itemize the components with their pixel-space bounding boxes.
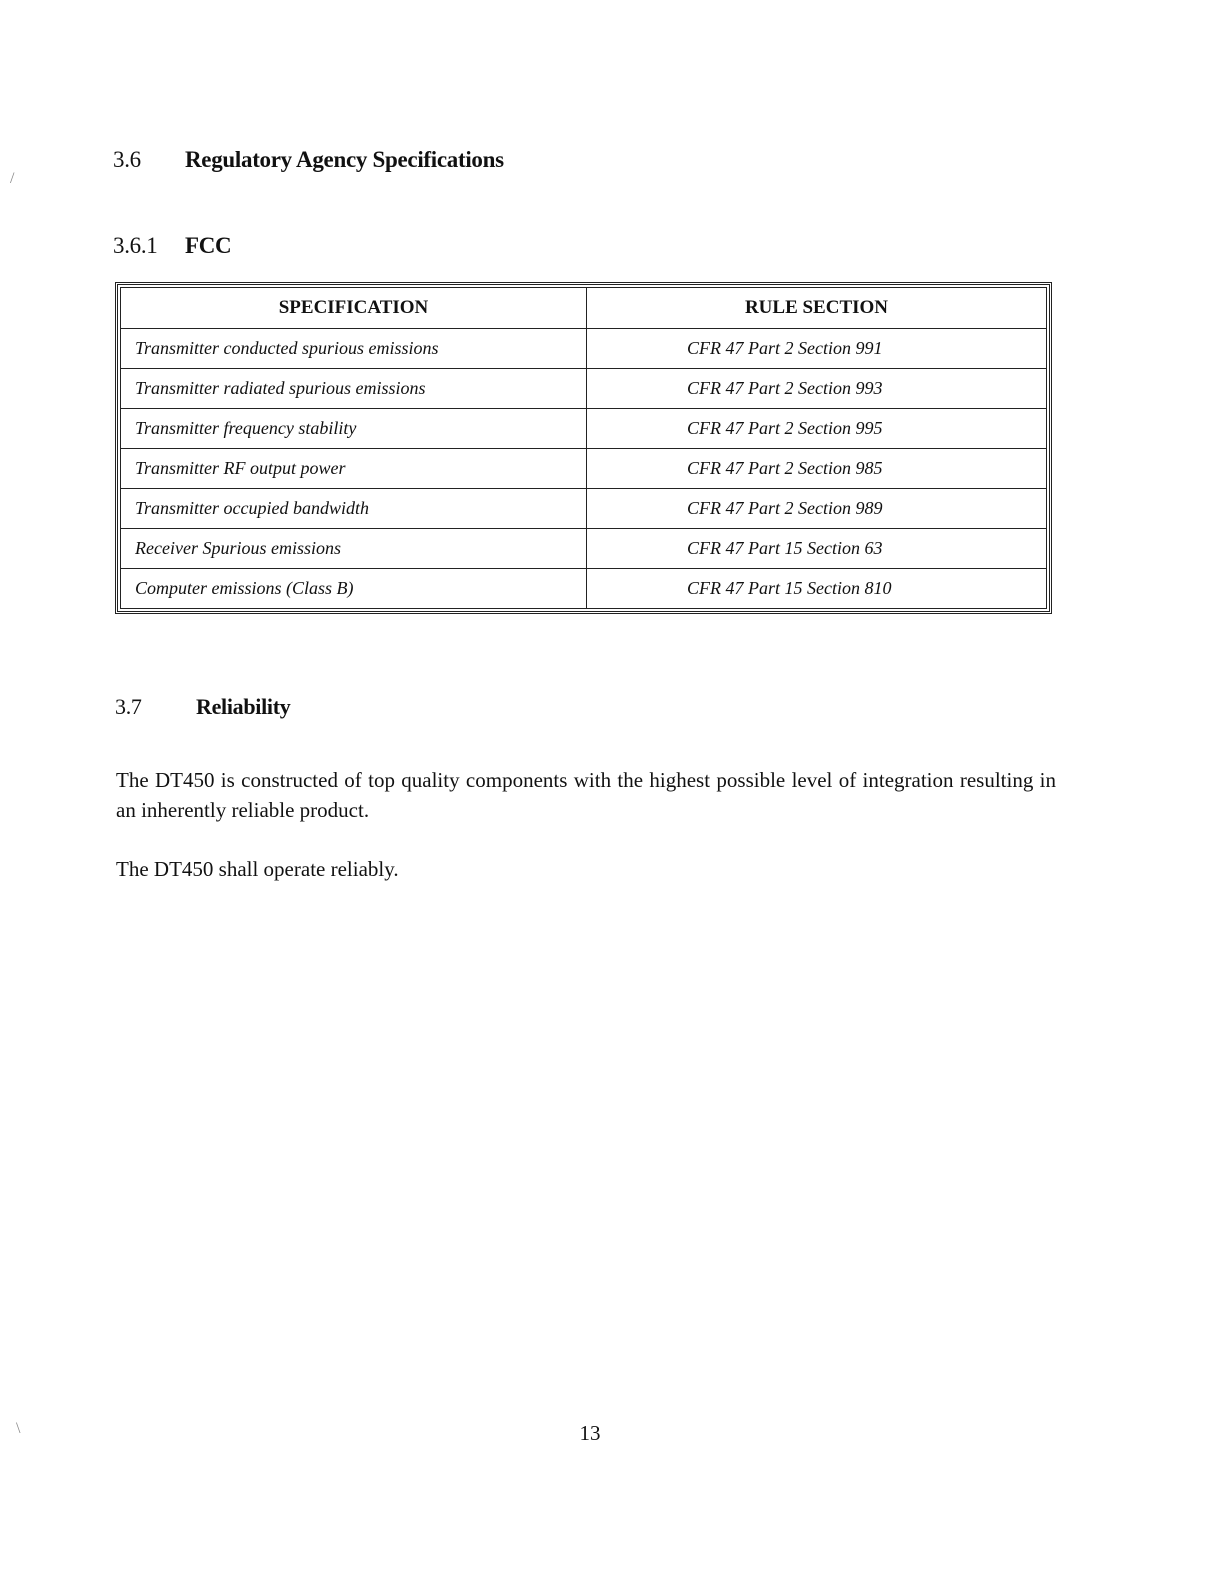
table-row [121,409,1047,449]
table-row [121,489,1047,529]
fcc-spec-table [115,282,1052,614]
rule-cell: CFR 47 Part 2 Section 985 [587,449,1047,489]
section-title: FCC [185,233,232,258]
scan-mark: / [10,170,15,187]
rule-cell: CFR 47 Part 2 Section 993 [587,369,1047,409]
rule-cell: CFR 47 Part 2 Section 995 [587,409,1047,449]
spec-cell: Transmitter occupied bandwidth [121,489,587,529]
table-row [121,449,1047,489]
body-paragraph: The DT450 shall operate reliably. [116,857,399,881]
section-heading-3-7 [115,694,290,720]
spec-cell: Transmitter conducted spurious emissions [121,329,587,369]
page-number: 13 [579,1421,601,1445]
table-row [121,329,1047,369]
spec-cell: Transmitter frequency stability [121,409,587,449]
spec-cell: Transmitter radiated spurious emissions [121,369,587,409]
column-header-rule-section: RULE SECTION [587,288,1047,329]
table-row [121,569,1047,609]
section-title: Reliability [196,694,291,719]
section-number: 3.6 [113,147,141,172]
spec-cell: Transmitter RF output power [121,449,587,489]
rule-cell: CFR 47 Part 15 Section 63 [587,529,1047,569]
rule-cell: CFR 47 Part 2 Section 989 [587,489,1047,529]
section-heading-3-6-1 [113,233,231,259]
section-title: Regulatory Agency Specifications [185,147,504,172]
rule-cell: CFR 47 Part 2 Section 991 [587,329,1047,369]
table-header-row [121,288,1047,329]
scan-mark: \ [16,1420,21,1437]
section-heading-3-6 [113,147,504,173]
table-row [121,369,1047,409]
rule-cell: CFR 47 Part 15 Section 810 [587,569,1047,609]
section-number: 3.7 [115,694,142,719]
spec-cell: Computer emissions (Class B) [121,569,587,609]
section-number: 3.6.1 [113,233,158,258]
spec-cell: Receiver Spurious emissions [121,529,587,569]
body-paragraph: The DT450 is constructed of top quality components with the highest possible level of integration resulting in an inherently reliable product. [116,768,1056,822]
table-row [121,529,1047,569]
column-header-specification: SPECIFICATION [121,288,587,329]
